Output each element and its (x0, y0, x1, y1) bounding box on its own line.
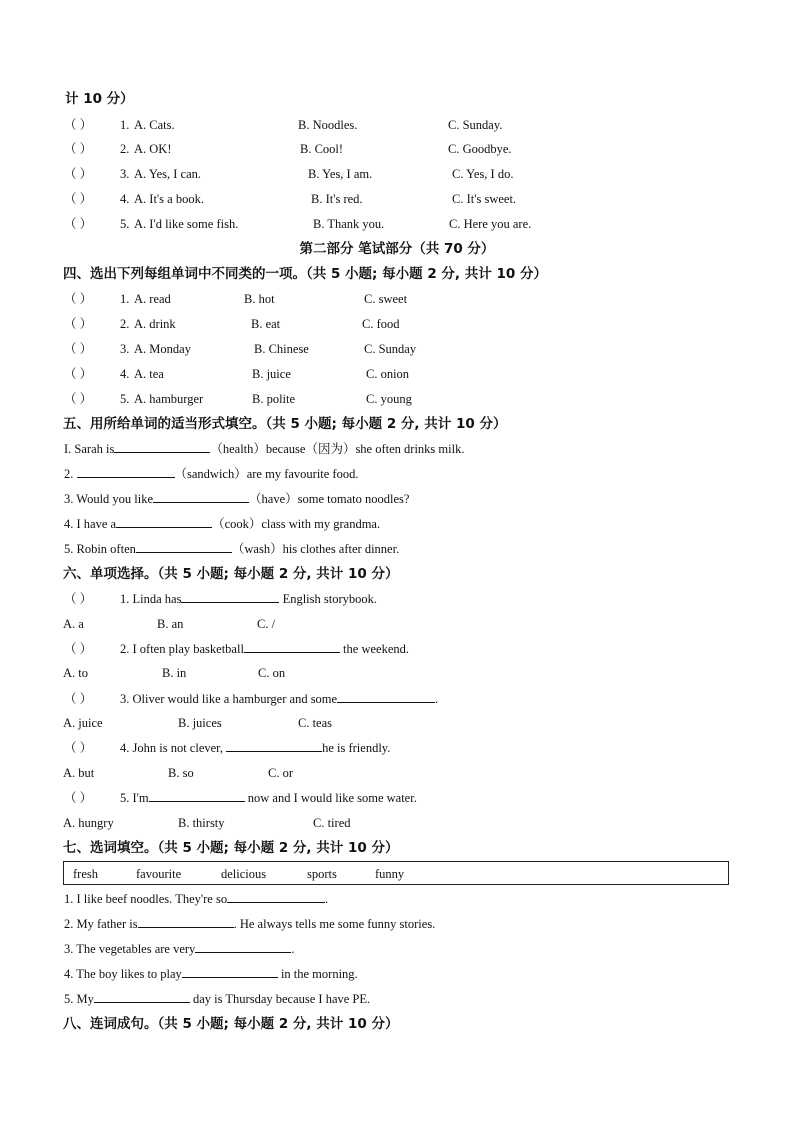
question-stem: 2. (64, 467, 77, 481)
question-stem-tail: . He always tells me some funny stories. (233, 917, 436, 931)
answer-paren[interactable]: （ ） (64, 367, 93, 381)
answer-blank[interactable] (116, 514, 212, 528)
answer-blank[interactable] (149, 788, 245, 802)
question-stem-tail: in the morning. (277, 967, 358, 981)
option-c: C. or (268, 766, 293, 780)
option-b: B. juice (252, 367, 291, 381)
option-a: A. drink (134, 317, 176, 331)
question-stem: 4. The boy likes to play (64, 967, 182, 981)
option-c: C. onion (366, 367, 410, 381)
answer-paren[interactable]: （ ） (64, 192, 93, 206)
answer-blank[interactable] (114, 439, 210, 453)
option-a: A. hamburger (134, 392, 204, 406)
option-a: A. but (63, 766, 95, 780)
option-a: A. a (63, 617, 84, 631)
option-a: A. Cats. (134, 118, 175, 132)
question-stem-tail: （sandwich）are my favourite food. (174, 467, 359, 481)
question-stem: 5. Robin often (64, 542, 136, 556)
option-b: B. in (162, 666, 187, 680)
question-number: 2. (120, 317, 130, 331)
option-b: B. polite (252, 392, 296, 406)
answer-blank[interactable] (337, 689, 435, 703)
question-stem-tail: . (435, 692, 439, 706)
option-a: A. juice (63, 716, 103, 730)
answer-blank[interactable] (136, 539, 232, 553)
option-a: A. It's a book. (134, 192, 204, 206)
option-c: C. food (362, 317, 400, 331)
question-stem-tail: he is friendly. (322, 741, 391, 755)
question-stem: 1. I like beef noodles. They're so (64, 892, 228, 906)
question-stem: 3. The vegetables are very (64, 942, 196, 956)
question-number: 1. (120, 292, 130, 306)
answer-paren[interactable]: （ ） (64, 142, 93, 156)
question-number: 4. (120, 367, 130, 381)
answer-paren[interactable]: （ ） (64, 317, 93, 331)
option-a: A. Monday (134, 342, 191, 356)
option-b: B. thirsty (178, 816, 225, 830)
word-bank (63, 861, 729, 885)
option-a: A. I'd like some fish. (134, 217, 239, 231)
question-number: 1. (120, 118, 130, 132)
word-bank-item: sports (307, 867, 337, 881)
option-b: B. Yes, I am. (308, 167, 373, 181)
part-title: 第二部分 笔试部分（共 70 分） (299, 241, 495, 257)
question-stem: 5. I'm (120, 791, 149, 805)
answer-paren[interactable]: （ ） (64, 642, 93, 656)
question-stem-tail: . (291, 942, 295, 956)
option-c: C. / (257, 617, 276, 631)
question-stem-tail: （cook）class with my grandma. (212, 517, 381, 531)
question-stem: 2. I often play basketball (120, 642, 244, 656)
answer-blank[interactable] (138, 914, 234, 928)
answer-paren[interactable]: （ ） (64, 292, 93, 306)
option-b: B. hot (244, 292, 275, 306)
question-stem: 5. My (64, 992, 94, 1006)
option-b: B. Cool! (300, 142, 344, 156)
answer-paren[interactable]: （ ） (64, 217, 93, 231)
word-bank-item: delicious (221, 867, 267, 881)
question-stem-tail: （health）because（因为）she often drinks milk. (210, 442, 465, 456)
answer-blank[interactable] (195, 939, 291, 953)
question-number: 4. (120, 192, 130, 206)
answer-blank[interactable] (244, 639, 340, 653)
answer-paren[interactable]: （ ） (64, 118, 93, 132)
answer-paren[interactable]: （ ） (64, 592, 93, 606)
word-bank-item: favourite (136, 867, 182, 881)
option-c: C. It's sweet. (452, 192, 517, 206)
answer-blank[interactable] (77, 464, 175, 478)
option-c: C. Sunday (364, 342, 417, 356)
question-stem-tail: （have）some tomato noodles? (249, 492, 410, 506)
answer-blank[interactable] (94, 989, 190, 1003)
question-number: 3. (120, 167, 130, 181)
option-c: C. Here you are. (449, 217, 532, 231)
question-stem: 1. Linda has (120, 592, 182, 606)
option-c: C. Yes, I do. (452, 167, 514, 181)
option-b: B. eat (251, 317, 281, 331)
question-stem: 4. I have a (64, 517, 117, 531)
question-stem: 2. My father is (64, 917, 138, 931)
answer-paren[interactable]: （ ） (64, 692, 93, 706)
question-stem-tail: the weekend. (339, 642, 409, 656)
question-stem: 4. John is not clever, (120, 741, 227, 755)
question-stem-tail: （wash）his clothes after dinner. (231, 542, 400, 556)
word-bank-item: funny (375, 867, 405, 881)
answer-blank[interactable] (227, 889, 325, 903)
option-b: B. It's red. (311, 192, 363, 206)
option-b: B. Chinese (254, 342, 309, 356)
answer-paren[interactable]: （ ） (64, 741, 93, 755)
option-a: A. tea (134, 367, 164, 381)
question-stem: I. Sarah is (64, 442, 115, 456)
question-number: 5. (120, 392, 130, 406)
question-stem-tail: English storybook. (279, 592, 378, 606)
option-a: A. Yes, I can. (134, 167, 202, 181)
answer-blank[interactable] (153, 489, 249, 503)
word-bank-item: fresh (73, 867, 98, 881)
option-c: C. Goodbye. (448, 142, 512, 156)
answer-blank[interactable] (226, 738, 322, 752)
option-b: B. an (157, 617, 184, 631)
question-stem-tail: day is Thursday because I have PE. (189, 992, 371, 1006)
option-c: C. sweet (364, 292, 408, 306)
question-number: 3. (120, 342, 130, 356)
question-number: 2. (120, 142, 130, 156)
option-c: C. tired (313, 816, 351, 830)
option-b: B. juices (178, 716, 222, 730)
answer-paren[interactable]: （ ） (64, 342, 93, 356)
answer-paren[interactable]: （ ） (64, 791, 93, 805)
answer-paren[interactable]: （ ） (64, 167, 93, 181)
question-number: 5. (120, 217, 130, 231)
option-c: C. teas (298, 716, 333, 730)
option-b: B. Thank you. (313, 217, 385, 231)
option-a: A. read (134, 292, 171, 306)
question-stem-tail: now and I would like some water. (244, 791, 417, 805)
option-c: C. Sunday. (448, 118, 503, 132)
answer-paren[interactable]: （ ） (64, 392, 93, 406)
question-stem-tail: . (325, 892, 329, 906)
option-c: C. young (366, 392, 412, 406)
option-a: A. to (63, 666, 88, 680)
option-a: A. hungry (63, 816, 114, 830)
option-a: A. OK! (134, 142, 172, 156)
question-stem: 3. Would you like (64, 492, 154, 506)
answer-blank[interactable] (182, 964, 278, 978)
option-c: C. on (258, 666, 286, 680)
option-b: B. Noodles. (298, 118, 358, 132)
answer-blank[interactable] (181, 589, 279, 603)
option-b: B. so (168, 766, 194, 780)
question-stem: 3. Oliver would like a hamburger and some (120, 692, 338, 706)
